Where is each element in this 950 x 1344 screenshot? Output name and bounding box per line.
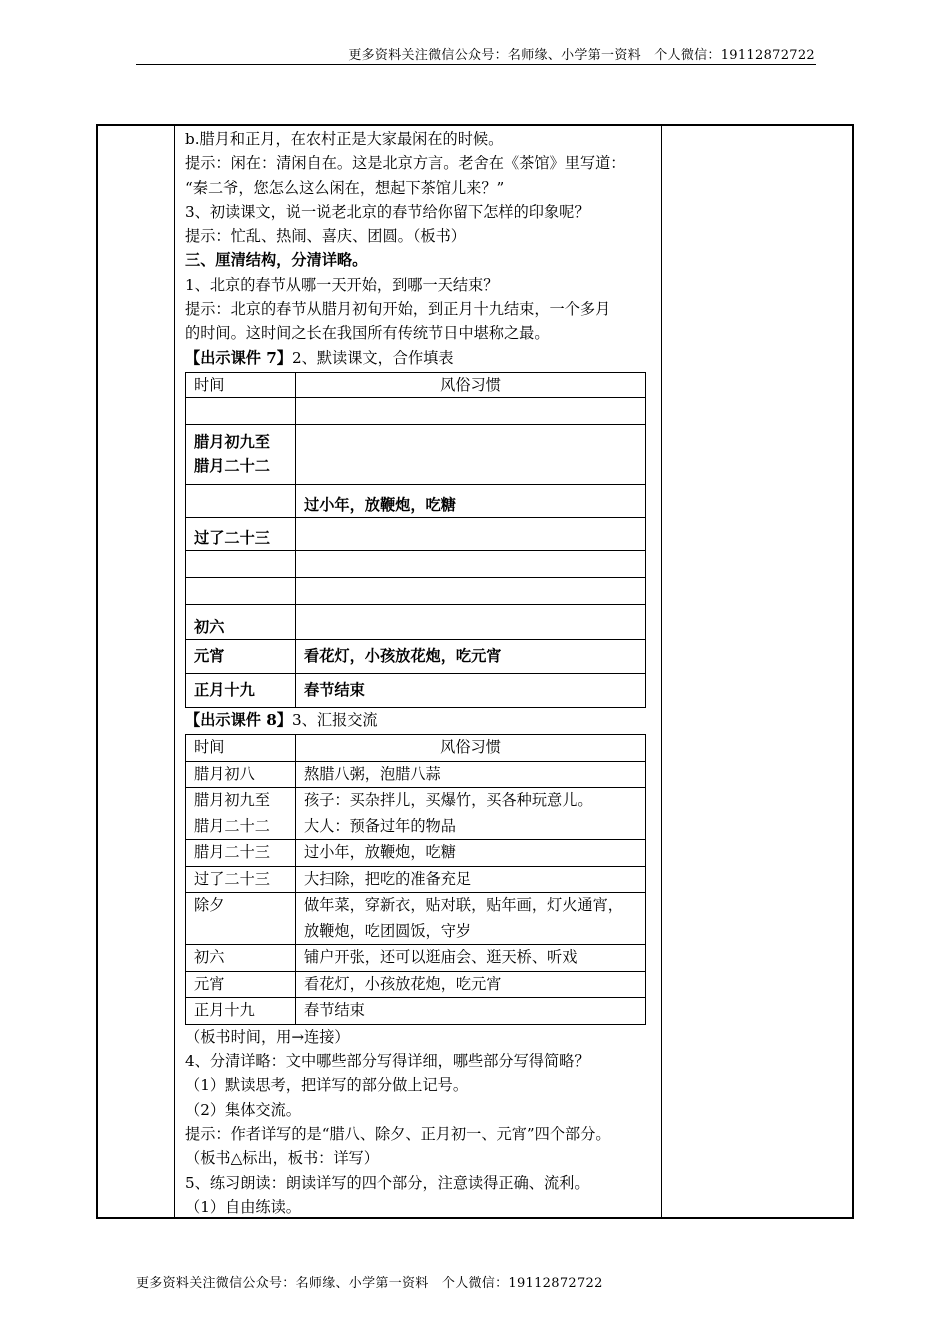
header-custom: 风俗习惯 <box>296 735 646 762</box>
cell-custom: 铺户开张，还可以逛庙会、逛天桥、听戏 <box>296 945 646 972</box>
board-note: （板书时间，用→连接） <box>185 1027 350 1046</box>
step-line: （1）默读思考，把详写的部分做上记号。 <box>185 1076 469 1095</box>
lesson-content <box>185 127 665 1219</box>
cell-time: 除夕 <box>186 893 296 945</box>
table-row <box>186 484 646 517</box>
table-row <box>186 998 646 1025</box>
table-row <box>186 397 646 424</box>
cell-time: 腊月初八 <box>186 761 296 788</box>
cell-time: 过了二十三 <box>186 866 296 893</box>
cell-time: 正月十九 <box>186 673 296 707</box>
courseware-caption-7 <box>185 346 665 370</box>
cell-time-line: 腊月初九至 <box>194 791 270 810</box>
step-line: （2）集体交流。 <box>185 1100 301 1119</box>
page-header: 更多资料关注微信公众号：名师缘、小学第一资料 个人微信：19112872722 <box>348 48 815 63</box>
cell-time <box>186 550 296 577</box>
cell-custom: 过小年，放鞭炮，吃糖 <box>296 484 646 517</box>
table-row <box>186 971 646 998</box>
cell-custom: 过小年，放鞭炮，吃糖 <box>296 840 646 867</box>
table-row <box>186 893 646 945</box>
table-header-row <box>186 372 646 397</box>
cell-custom <box>296 577 646 604</box>
page-footer: 更多资料关注微信公众号：名师缘、小学第一资料 个人微信：19112872722 <box>136 1276 603 1291</box>
table-row <box>186 840 646 867</box>
cell-custom: 春节结束 <box>296 673 646 707</box>
summary-table <box>185 734 646 1025</box>
table-row <box>186 788 646 840</box>
question-line: 1、北京的春节从哪一天开始，到哪一天结束？ <box>185 275 499 294</box>
courseware-tag: 【出示课件 8】 <box>185 710 292 729</box>
cell-time: 腊月二十三 <box>186 840 296 867</box>
cell-time-line: 腊月二十二 <box>194 816 270 835</box>
cell-time <box>186 484 296 517</box>
courseware-caption-8 <box>185 708 665 732</box>
cell-custom-line: 孩子：买杂拌儿，买爆竹，买各种玩意儿。 <box>304 791 593 810</box>
cell-custom <box>296 788 646 840</box>
cell-time-line: 腊月二十二 <box>194 457 270 476</box>
table-row <box>186 866 646 893</box>
cell-time: 元宵 <box>186 971 296 998</box>
cell-time: 正月十九 <box>186 998 296 1025</box>
question-line: 5、练习朗读：朗读详写的四个部分，注意读得正确、流利。 <box>185 1173 590 1192</box>
cell-custom <box>296 550 646 577</box>
header-rule <box>136 64 816 65</box>
cell-time: 初六 <box>186 604 296 639</box>
table-row <box>186 517 646 550</box>
cell-time <box>186 788 296 840</box>
table-row <box>186 761 646 788</box>
table-row <box>186 550 646 577</box>
cell-custom: 春节结束 <box>296 998 646 1025</box>
cell-custom: 熬腊八粥，泡腊八蒜 <box>296 761 646 788</box>
table-row <box>186 639 646 673</box>
cell-time: 元宵 <box>186 639 296 673</box>
cell-custom <box>296 397 646 424</box>
header-time: 时间 <box>186 372 296 397</box>
column-divider-left <box>174 124 175 1219</box>
table-row <box>186 604 646 639</box>
cell-custom-line: 做年菜，穿新衣，贴对联，贴年画，灯火通宵， <box>304 896 623 915</box>
cell-time <box>186 577 296 604</box>
fill-in-table <box>185 372 646 708</box>
caption-text: 2、默读课文，合作填表 <box>291 348 454 367</box>
hint-line: 提示：作者详写的是“腊八、除夕、正月初一、元宵”四个部分。 <box>185 1124 611 1143</box>
table-row <box>186 673 646 707</box>
quote-line: “秦二爷，您怎么这么闲在，想起下茶馆儿来？” <box>185 178 505 197</box>
hint-line: 提示：闲在：清闲自在。这是北京方言。老舍在《茶馆》里写道： <box>185 154 626 173</box>
cell-time <box>186 424 296 484</box>
hint-line: 提示：北京的春节从腊月初旬开始，到正月十九结束，一个多月 <box>185 300 611 319</box>
cell-custom: 看花灯，小孩放花炮，吃元宵 <box>296 639 646 673</box>
cell-custom <box>296 893 646 945</box>
header-custom: 风俗习惯 <box>296 372 646 397</box>
text-line: b.腊月和正月，在农村正是大家最闲在的时候。 <box>185 130 504 148</box>
cell-custom-line: 放鞭炮，吃团圆饭，守岁 <box>304 921 472 940</box>
header-time: 时间 <box>186 735 296 762</box>
table-row <box>186 424 646 484</box>
cell-custom: 看花灯，小孩放花炮，吃元宵 <box>296 971 646 998</box>
cell-custom: 大扫除，把吃的准备充足 <box>296 866 646 893</box>
caption-text: 3、汇报交流 <box>291 710 378 729</box>
cell-time: 初六 <box>186 945 296 972</box>
cell-custom <box>296 604 646 639</box>
board-note: （板书△标出，板书：详写） <box>185 1149 379 1168</box>
cell-custom <box>296 517 646 550</box>
cell-time: 过了二十三 <box>186 517 296 550</box>
table-row <box>186 577 646 604</box>
cell-custom <box>296 424 646 484</box>
table-header-row <box>186 735 646 762</box>
courseware-tag: 【出示课件 7】 <box>185 348 292 367</box>
cell-time <box>186 397 296 424</box>
hint-line: 的时间。这时间之长在我国所有传统节日中堪称之最。 <box>185 324 550 343</box>
question-line: 4、分清详略：文中哪些部分写得详细，哪些部分写得简略？ <box>185 1052 590 1071</box>
hint-line: 提示：忙乱、热闹、喜庆、团圆。（板书） <box>185 227 466 246</box>
cell-custom-line: 大人：预备过年的物品 <box>304 816 456 835</box>
step-line: （1）自由练读。 <box>185 1197 301 1216</box>
question-line: 3、初读课文，说一说老北京的春节给你留下怎样的印象呢？ <box>185 202 590 221</box>
section-heading: 三、厘清结构，分清详略。 <box>185 251 368 270</box>
cell-time-line: 腊月初九至 <box>194 433 270 452</box>
table-row <box>186 945 646 972</box>
